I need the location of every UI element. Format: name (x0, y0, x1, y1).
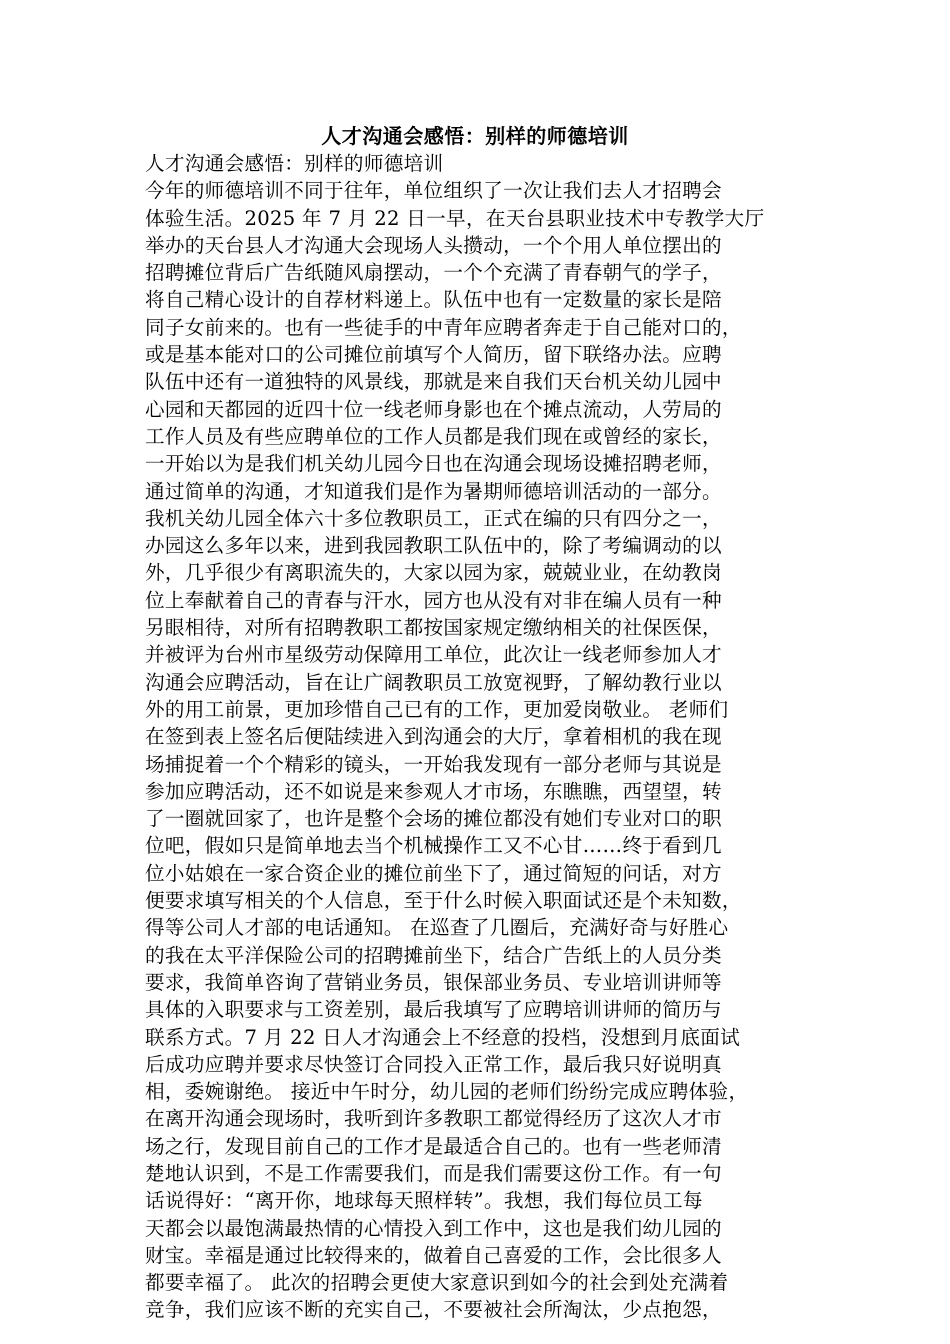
body-text-line: 人才沟通会感悟：别样的师德培训 (145, 152, 444, 175)
body-text-line: 天都会以最饱满最热情的心情投入到工作中，这也是我们幼儿园的 (145, 1216, 722, 1240)
body-text-line: 队伍中还有一道独特的风景线，那就是来自我们天台机关幼儿园中 (145, 370, 722, 394)
body-text-line: 我机关幼儿园全体六十多位教职员工，正式在编的只有四分之一， (145, 506, 722, 530)
body-text-line: 并被评为台州市星级劳动保障用工单位，此次让一线老师参加人才 (145, 643, 722, 667)
body-text-line: 另眼相待，对所有招聘教职工都按国家规定缴纳相关的社保医保， (145, 616, 722, 640)
body-text-line: 招聘摊位背后广告纸随风扇摆动，一个个充满了青春朝气的学子， (145, 261, 722, 285)
body-text-line: 财宝。幸福是通过比较得来的，做着自己喜爱的工作，会比很多人 (145, 1243, 722, 1267)
body-text-line: 外，几乎很少有离职流失的，大家以园为家，兢兢业业，在幼教岗 (145, 561, 722, 585)
body-text-line: 一开始以为是我们机关幼儿园今日也在沟通会现场设摊招聘老师， (145, 452, 722, 476)
body-text-line: 工作人员及有些应聘单位的工作人员都是我们现在或曾经的家长， (145, 424, 722, 448)
body-text-line: 体验生活。2025 年 7 月 22 日一早，在天台县职业技术中专教学大厅 (145, 206, 765, 230)
body-text-line: 场之行，发现目前自己的工作才是最适合自己的。也有一些老师清 (145, 1134, 722, 1158)
body-text-line: 位上奉献着自己的青春与汗水，园方也从没有对非在编人员有一种 (145, 588, 722, 612)
body-text-line: 举办的天台县人才沟通大会现场人头攒动，一个个用人单位摆出的 (145, 233, 722, 257)
body-text-line: 得等公司人才部的电话通知。 在巡查了几圈后，充满好奇与好胜心 (145, 916, 729, 940)
body-text-line: 具体的入职要求与工资差别，最后我填写了应聘培训讲师的简历与 (145, 998, 722, 1022)
body-text-line: 心园和天都园的近四十位一线老师身影也在个摊点流动，人劳局的 (145, 397, 722, 421)
body-text-line: 后成功应聘并要求尽快签订合同投入正常工作，最后我只好说明真 (145, 1052, 722, 1076)
body-text-line: 将自己精心设计的自荐材料递上。队伍中也有一定数量的家长是陪 (145, 288, 722, 312)
body-text-line: 话说得好：“离开你，地球每天照样转”。我想，我们每位员工每 (145, 1189, 703, 1213)
body-text-line: 联系方式。7 月 22 日人才沟通会上不经意的投档，没想到月底面试 (145, 1025, 741, 1049)
body-text-line: 位吧，假如只是简单地去当个机械操作工又不心甘……终于看到几 (145, 834, 722, 858)
body-text-line: 参加应聘活动，还不如说是来参观人才市场，东瞧瞧，西望望，转 (145, 779, 722, 803)
document-body (145, 150, 817, 1324)
body-text-line: 在签到表上签名后便陆续进入到沟通会的大厅，拿着相机的我在现 (145, 725, 722, 749)
body-text-line: 通过简单的沟通，才知道我们是作为暑期师德培训活动的一部分。 (145, 479, 722, 503)
body-text-line: 外的用工前景，更加珍惜自己已有的工作，更加爱岗敬业。 老师们 (145, 697, 729, 721)
body-text-line: 办园这么多年以来，进到我园教职工队伍中的，除了考编调动的以 (145, 534, 722, 558)
body-text-line: 同子女前来的。也有一些徒手的中青年应聘者奔走于自己能对口的， (145, 315, 742, 339)
body-text-line: 竞争，我们应该不断的充实自己，不要被社会所淘汰，少点抱怨， (145, 1298, 722, 1322)
body-text-line: 场捕捉着一个个精彩的镜头，一开始我发现有一部分老师与其说是 (145, 752, 722, 776)
body-text-line: 沟通会应聘活动，旨在让广阔教职员工放宽视野，了解幼教行业以 (145, 670, 722, 694)
body-text-line: 都要幸福了。 此次的招聘会更使大家意识到如今的社会到处充满着 (145, 1271, 729, 1295)
body-text-line: 位小姑娘在一家合资企业的摊位前坐下了，通过简短的问话，对方 (145, 861, 722, 885)
body-text-line: 要求，我简单咨询了营销业务员，银保部业务员、专业培训讲师等 (145, 970, 722, 994)
body-text-line: 在离开沟通会现场时，我听到许多教职工都觉得经历了这次人才市 (145, 1107, 722, 1131)
body-text-line: 或是基本能对口的公司摊位前填写个人简历，留下联络办法。应聘 (145, 343, 722, 367)
body-text-line: 相，委婉谢绝。 接近中午时分，幼儿园的老师们纷纷完成应聘体验， (145, 1080, 749, 1104)
body-text-line: 今年的师德培训不同于往年，单位组织了一次让我们去人才招聘会 (145, 179, 722, 203)
body-text-line: 的我在太平洋保险公司的招聘摊前坐下，结合广告纸上的人员分类 (145, 943, 722, 967)
document-title: 人才沟通会感悟：别样的师德培训 (321, 124, 629, 148)
body-text-line: 便要求填写相关的个人信息，至于什么时候入职面试还是个未知数， (145, 889, 742, 913)
body-text-line: 楚地认识到，不是工作需要我们，而是我们需要这份工作。有一句 (145, 1161, 722, 1185)
body-text-line: 了一圈就回家了，也许是整个会场的摊位都没有她们专业对口的职 (145, 807, 722, 831)
